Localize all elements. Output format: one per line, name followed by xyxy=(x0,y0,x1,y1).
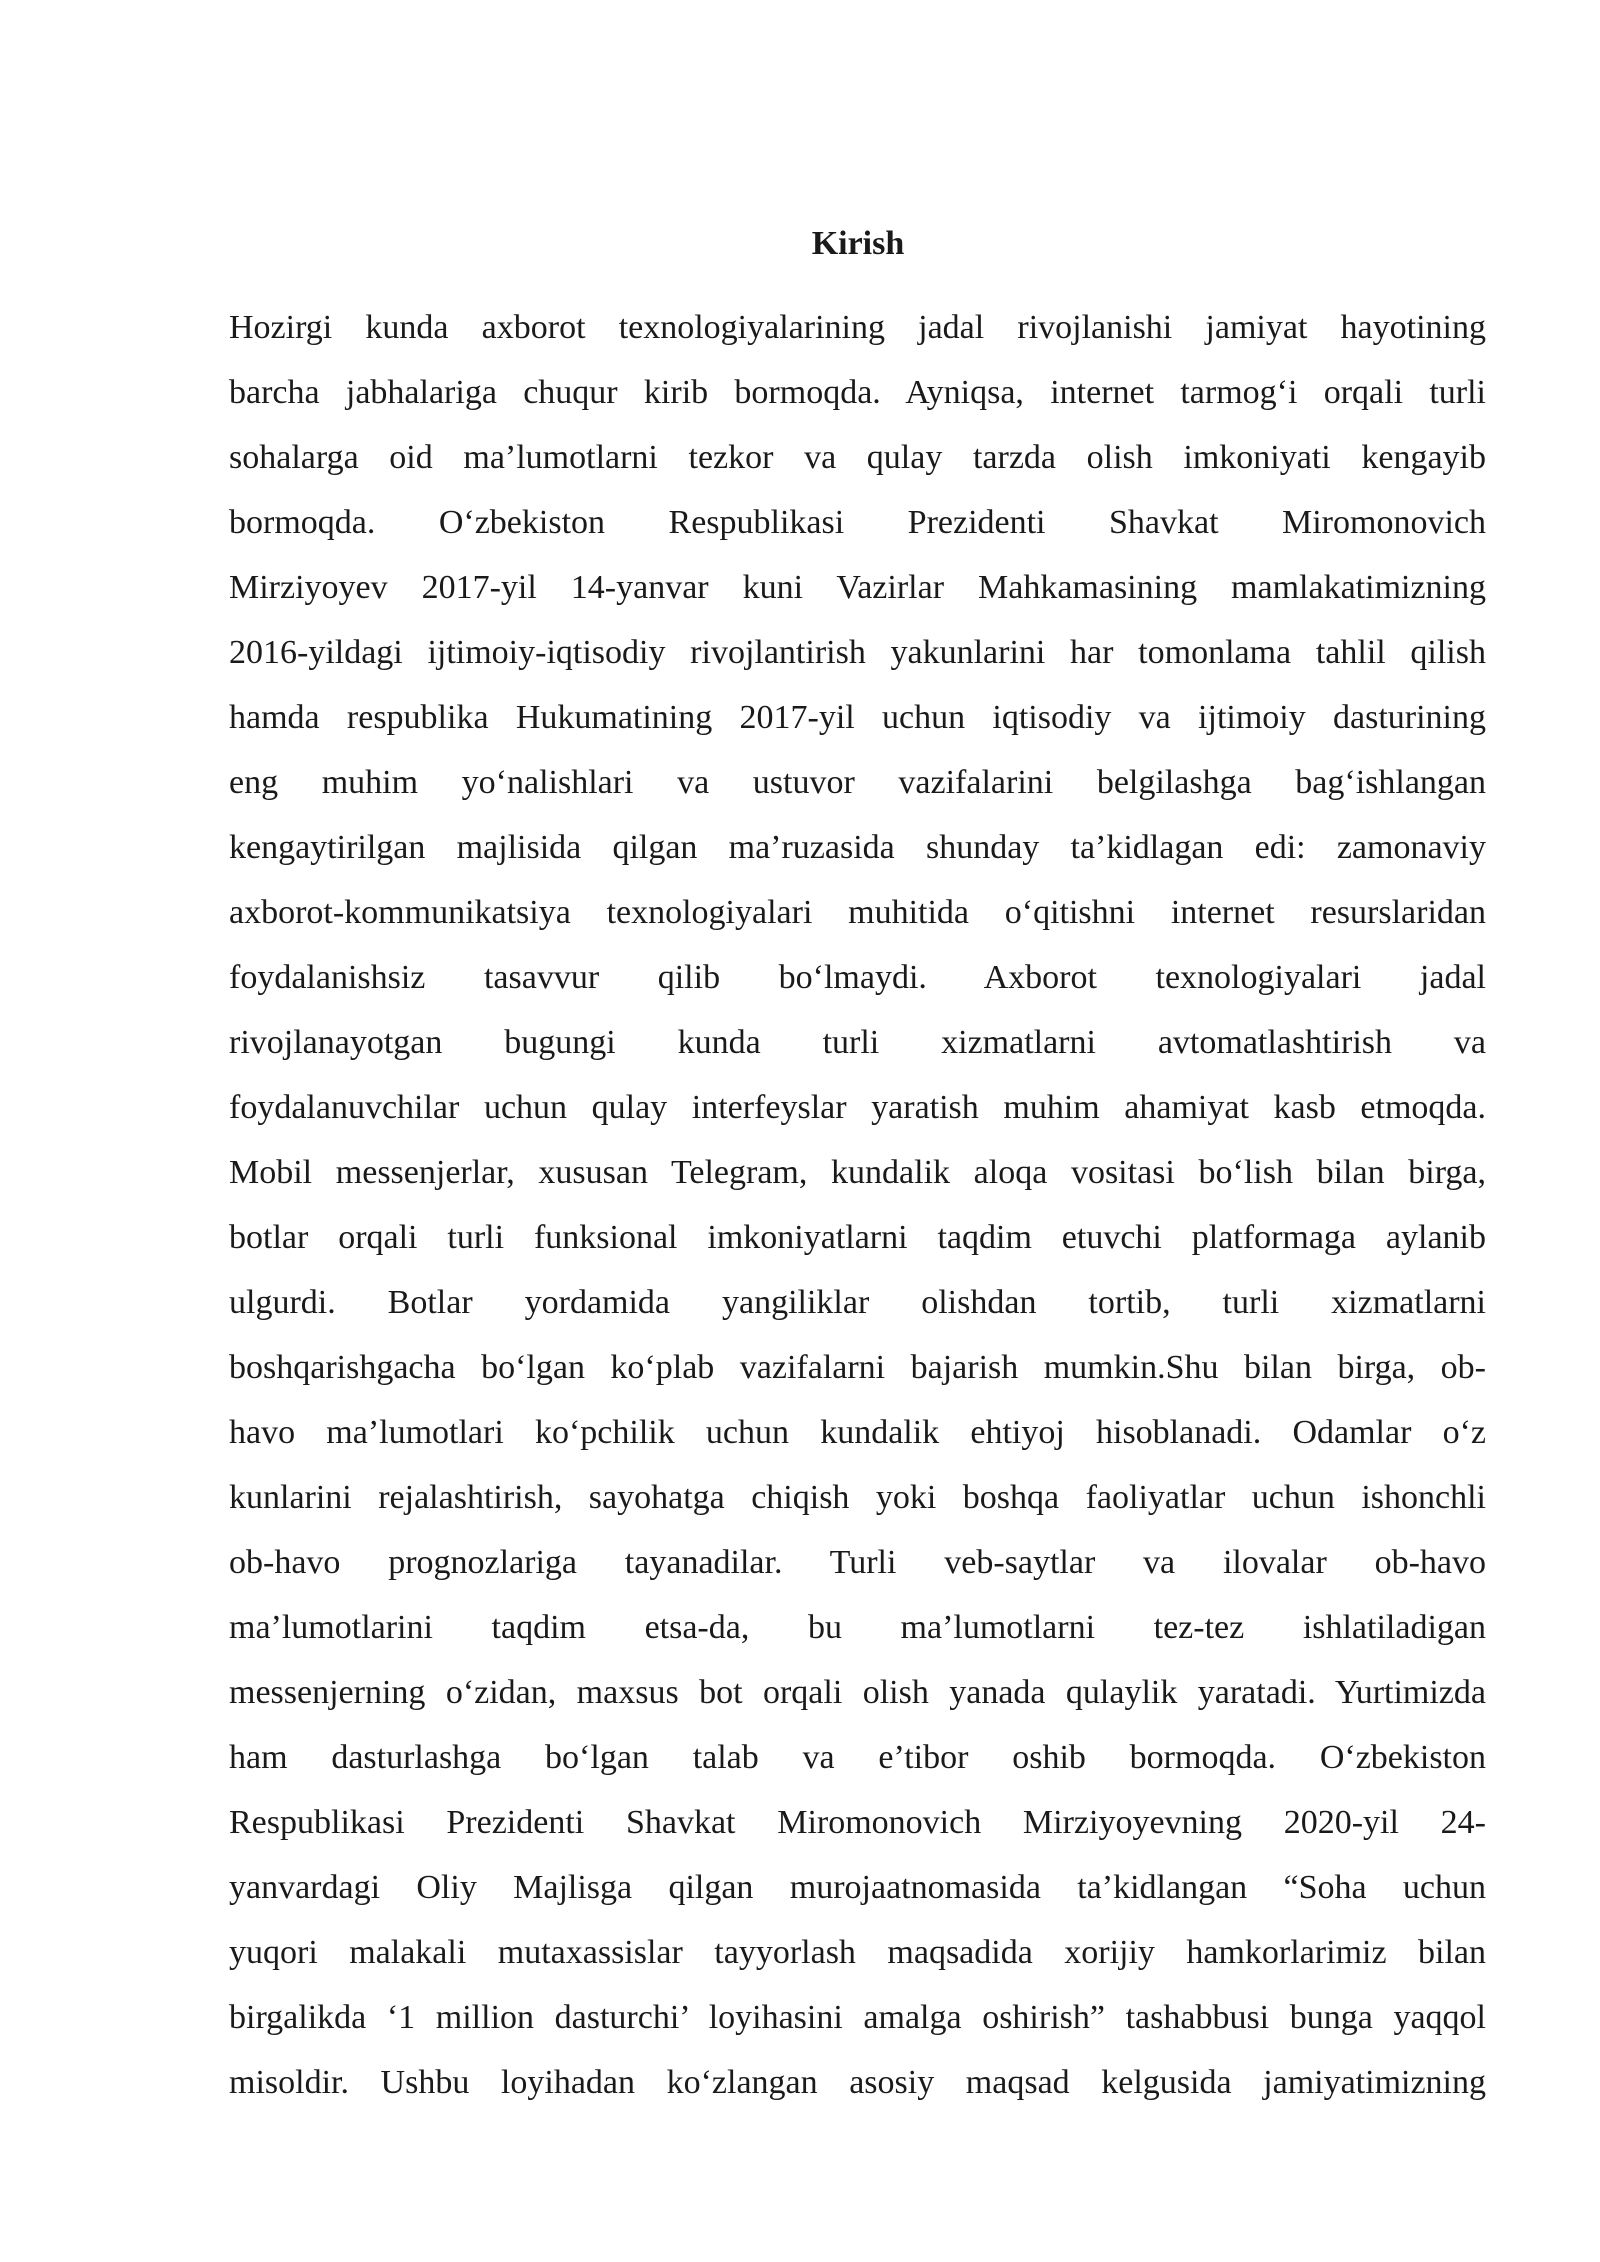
text-line: bormoqda. O‘zbekiston Respublikasi Prezidenti Shavkat Miromonovich xyxy=(229,504,1486,541)
text-line: hamda respublika Hukumatining 2017-yil uchun iqtisodiy va ijtimoiy dasturining xyxy=(229,699,1486,736)
text-line: misoldir. Ushbu loyihadan ko‘zlangan asosiy maqsad kelgusida jamiyatimizning xyxy=(229,2064,1486,2101)
text-line: botlar orqali turli funksional imkoniyatlarni taqdim etuvchi platformaga aylanib xyxy=(229,1219,1486,1256)
text-line: boshqarishgacha bo‘lgan ko‘plab vazifalarni bajarish mumkin.Shu bilan birga, ob- xyxy=(229,1349,1486,1386)
text-line: eng muhim yo‘nalishlari va ustuvor vazifalarini belgilashga bag‘ishlangan xyxy=(229,764,1486,801)
text-line: ham dasturlashga bo‘lgan talab va e’tibor oshib bormoqda. O‘zbekiston xyxy=(229,1739,1486,1776)
text-line: kengaytirilgan majlisida qilgan ma’ruzasida shunday ta’kidlagan edi: zamonaviy xyxy=(229,829,1486,866)
text-line: foydalanuvchilar uchun qulay interfeyslar yaratish muhim ahamiyat kasb etmoqda. xyxy=(229,1089,1486,1126)
text-line: ulgurdi. Botlar yordamida yangiliklar olishdan tortib, turli xizmatlarni xyxy=(229,1284,1486,1321)
text-line: ma’lumotlarini taqdim etsa-da, bu ma’lumotlarni tez-tez ishlatiladigan xyxy=(229,1609,1486,1646)
text-line: Hozirgi kunda axborot texnologiyalarining jadal rivojlanishi jamiyat hayotining xyxy=(229,309,1486,346)
text-line: birgalikda ‘1 million dasturchi’ loyihasini amalga oshirish” tashabbusi bunga yaqqol xyxy=(229,1999,1486,2036)
text-line: 2016-yildagi ijtimoiy-iqtisodiy rivojlantirish yakunlarini har tomonlama tahlil qilish xyxy=(229,634,1486,671)
text-line: Mirziyoyev 2017-yil 14-yanvar kuni Vazirlar Mahkamasining mamlakatimizning xyxy=(229,569,1486,606)
body-paragraph xyxy=(229,302,1486,2122)
text-line: sohalarga oid ma’lumotlarni tezkor va qulay tarzda olish imkoniyati kengayib xyxy=(229,439,1486,476)
text-line: axborot-kommunikatsiya texnologiyalari muhitida o‘qitishni internet resurslaridan xyxy=(229,894,1486,931)
text-line: rivojlanayotgan bugungi kunda turli xizmatlarni avtomatlashtirish va xyxy=(229,1024,1486,1061)
section-heading: Kirish xyxy=(811,225,905,262)
text-line: Mobil messenjerlar, xususan Telegram, kundalik aloqa vositasi bo‘lish bilan birga, xyxy=(229,1154,1486,1191)
text-line: barcha jabhalariga chuqur kirib bormoqda. Ayniqsa, internet tarmog‘i orqali turli xyxy=(229,374,1486,411)
text-line: ob-havo prognozlariga tayanadilar. Turli veb-saytlar va ilovalar ob-havo xyxy=(229,1544,1486,1581)
text-line: foydalanishsiz tasavvur qilib bo‘lmaydi. Axborot texnologiyalari jadal xyxy=(229,959,1486,996)
text-line: messenjerning o‘zidan, maxsus bot orqali olish yanada qulaylik yaratadi. Yurtimizda xyxy=(229,1674,1486,1711)
text-line: yuqori malakali mutaxassislar tayyorlash maqsadida xorijiy hamkorlarimiz bilan xyxy=(229,1934,1486,1971)
text-line: yanvardagi Oliy Majlisga qilgan murojaatnomasida ta’kidlangan “Soha uchun xyxy=(229,1869,1486,1906)
text-line: havo ma’lumotlari ko‘pchilik uchun kundalik ehtiyoj hisoblanadi. Odamlar o‘z xyxy=(229,1414,1486,1451)
text-line: kunlarini rejalashtirish, sayohatga chiqish yoki boshqa faoliyatlar uchun ishonchli xyxy=(229,1479,1486,1516)
text-line: Respublikasi Prezidenti Shavkat Miromonovich Mirziyoyevning 2020-yil 24- xyxy=(229,1804,1486,1841)
